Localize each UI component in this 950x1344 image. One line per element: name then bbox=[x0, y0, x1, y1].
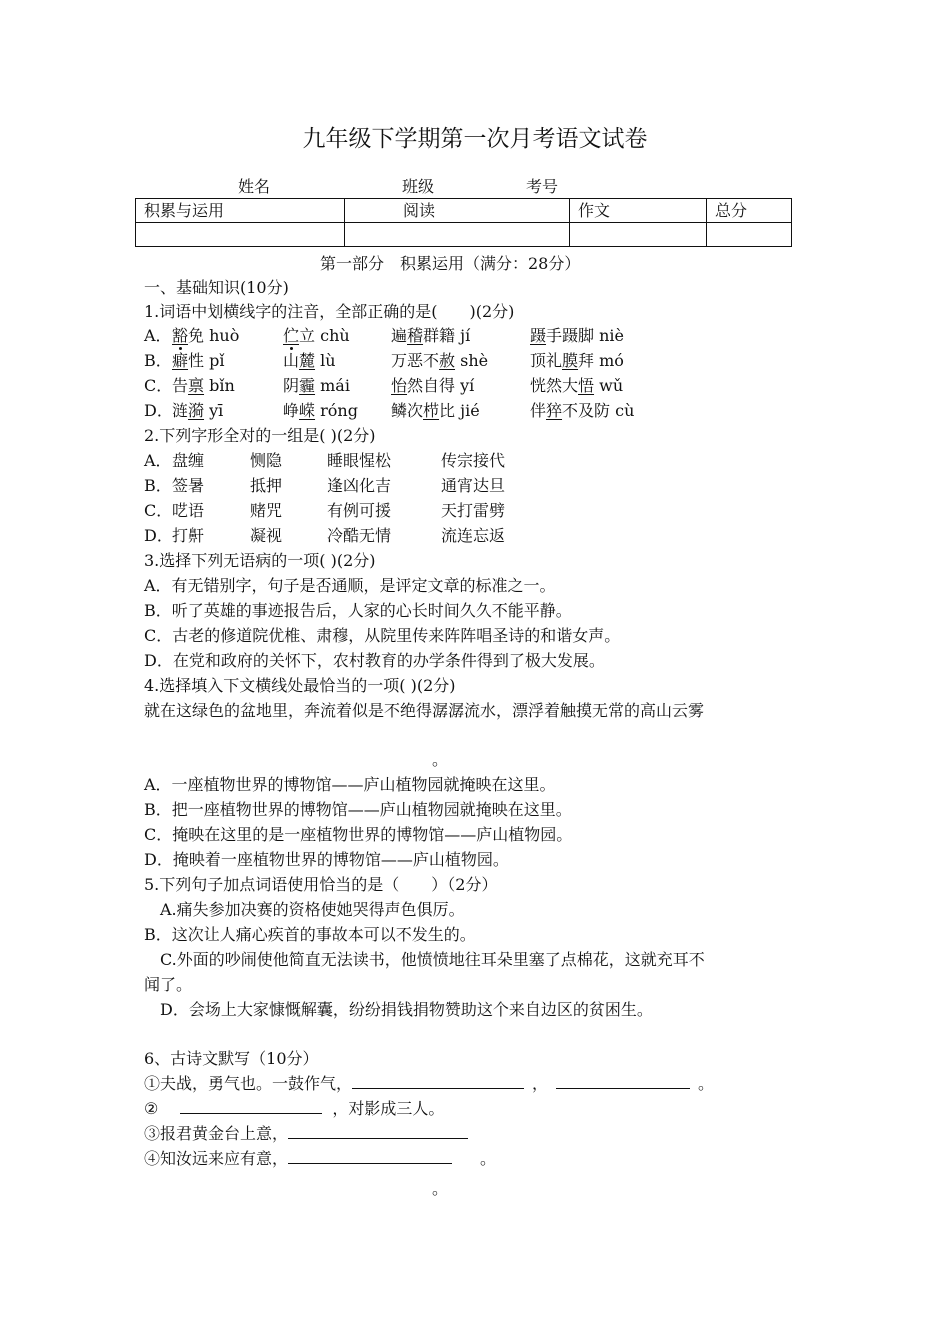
word-suffix-pinyin: yī bbox=[204, 401, 224, 420]
question-2-word: 传宗接代 bbox=[441, 451, 506, 470]
name-label: 姓名 bbox=[238, 177, 271, 196]
underlined-character: 禀 bbox=[188, 376, 205, 395]
question-2-option-label: B． bbox=[144, 476, 172, 495]
word-suffix-pinyin: shè bbox=[455, 351, 489, 370]
question-1-word bbox=[391, 400, 480, 422]
word-prefix: 顶礼 bbox=[530, 351, 563, 370]
question-1-word bbox=[283, 400, 358, 422]
question-2-word: 逢凶化吉 bbox=[327, 476, 392, 495]
question-1-word bbox=[283, 375, 350, 397]
word-prefix: 万恶不 bbox=[391, 351, 440, 370]
question-2-word: 签暑 bbox=[172, 476, 205, 495]
word-prefix: 鳞次 bbox=[391, 401, 424, 420]
question-1-word bbox=[172, 350, 224, 372]
question-2-word: 抵押 bbox=[250, 476, 283, 495]
question-2-word: 通宵达旦 bbox=[441, 476, 506, 495]
word-suffix-pinyin: 免 huò bbox=[188, 326, 240, 345]
answer-blank[interactable] bbox=[288, 1123, 468, 1139]
question-3-option: D．在党和政府的关怀下，农村教育的办学条件得到了极大发展。 bbox=[144, 651, 605, 670]
question-1-word bbox=[172, 375, 235, 397]
score-header-cell: 作文 bbox=[570, 199, 707, 223]
question-2-word: 恻隐 bbox=[250, 451, 283, 470]
question-1-stem: 1.词语中划横线字的注音，全部正确的是( )(2分) bbox=[144, 302, 515, 321]
question-2-word: 打鼾 bbox=[172, 526, 205, 545]
question-2-word: 睡眼惺松 bbox=[327, 451, 392, 470]
question-2-word: 凝视 bbox=[250, 526, 283, 545]
score-value-cell[interactable] bbox=[570, 223, 707, 247]
question-4-option: A．一座植物世界的博物馆——庐山植物园就掩映在这里。 bbox=[144, 775, 556, 794]
word-suffix-pinyin: lù bbox=[315, 351, 336, 370]
word-prefix: 恍然大 bbox=[530, 376, 579, 395]
question-2-word: 流连忘返 bbox=[441, 526, 506, 545]
underlined-character: 漪 bbox=[188, 401, 205, 420]
answer-blank[interactable] bbox=[288, 1148, 452, 1164]
question-5-option-c-continued: 闻了。 bbox=[144, 975, 193, 994]
question-4-option: B．把一座植物世界的博物馆——庐山植物园就掩映在这里。 bbox=[144, 800, 572, 819]
question-2-option-label: C． bbox=[144, 501, 173, 520]
word-prefix: 山 bbox=[283, 351, 300, 370]
question-2-word: 呓语 bbox=[172, 501, 205, 520]
answer-blank[interactable] bbox=[352, 1073, 524, 1089]
score-value-cell[interactable] bbox=[345, 223, 570, 247]
underlined-character: 悟 bbox=[578, 376, 595, 395]
word-suffix-pinyin: 手蹑脚 niè bbox=[546, 326, 624, 345]
poem-line-3 bbox=[144, 1123, 468, 1145]
question-1-word bbox=[172, 400, 223, 422]
question-3-option: A．有无错别字，句子是否通顺，是评定文章的标准之一。 bbox=[144, 576, 556, 595]
question-3-option: B．听了英雄的事迹报告后，人家的心长时间久久不能平静。 bbox=[144, 601, 572, 620]
question-2-word: 冷酷无情 bbox=[327, 526, 392, 545]
poem-line-2-number: ② bbox=[144, 1099, 159, 1118]
score-table-value-row bbox=[136, 223, 792, 247]
word-prefix: 遍 bbox=[391, 326, 408, 345]
answer-blank[interactable] bbox=[556, 1073, 690, 1089]
poem-line-3-text: ③报君黄金台上意， bbox=[144, 1124, 289, 1143]
question-4-stem: 4.选择填入下文横线处最恰当的一项( )(2分) bbox=[144, 676, 456, 695]
question-4-option: C．掩映在这里的是一座植物世界的博物馆——庐山植物园。 bbox=[144, 825, 573, 844]
poem-line-2-text: ，对影成三人。 bbox=[332, 1099, 445, 1118]
class-label: 班级 bbox=[402, 177, 435, 196]
question-1-word bbox=[530, 400, 634, 422]
poem-period: 。 bbox=[480, 1149, 497, 1168]
page-title: 九年级下学期第一次月考语文试卷 bbox=[302, 126, 648, 152]
word-prefix: 涟 bbox=[172, 401, 189, 420]
poem-line-1-text: ①夫战，勇气也。一鼓作气， bbox=[144, 1074, 353, 1093]
question-1-option-label: D． bbox=[144, 401, 173, 420]
question-5-option-c: C.外面的吵闹使他简直无法读书，他愤愤地往耳朵里塞了点棉花，这就充耳不 bbox=[160, 950, 705, 969]
question-5-option-b: B．这次让人痛心疾首的事故本可以不发生的。 bbox=[144, 925, 476, 944]
question-2-word: 有例可援 bbox=[327, 501, 392, 520]
question-1-word bbox=[283, 350, 336, 372]
underlined-character: 栉 bbox=[423, 401, 440, 420]
question-5-option-a: A.痛失参加决赛的资格使她哭得声色俱厉。 bbox=[160, 900, 465, 919]
poem-line-5-period: 。 bbox=[432, 1179, 449, 1198]
question-5-stem: 5.下列句子加点词语使用恰当的是（ ）（2分） bbox=[144, 875, 498, 894]
word-suffix-pinyin: róng bbox=[315, 401, 358, 420]
underlined-character: 怡 bbox=[391, 376, 408, 395]
question-4-option: D．掩映着一座植物世界的博物馆——庐山植物园。 bbox=[144, 850, 509, 869]
score-table bbox=[135, 198, 792, 247]
answer-blank[interactable] bbox=[180, 1098, 322, 1114]
word-prefix: 告 bbox=[172, 376, 189, 395]
underlined-character: 霾 bbox=[299, 376, 316, 395]
question-1-word bbox=[530, 350, 624, 372]
word-suffix-pinyin: 不及防 cù bbox=[562, 401, 635, 420]
underlined-character: 猝 bbox=[546, 401, 563, 420]
word-suffix-pinyin: 群籍 jí bbox=[423, 326, 471, 345]
question-1-option-label: C． bbox=[144, 376, 173, 395]
underlined-character: 豁 bbox=[172, 326, 189, 345]
word-suffix-pinyin: 然自得 yí bbox=[407, 376, 475, 395]
question-3-option: C．古老的修道院优椎、肃穆，从院里传来阵阵唱圣诗的和谐女声。 bbox=[144, 626, 621, 645]
underlined-character: 蹑 bbox=[530, 326, 547, 345]
underlined-character: 伫 bbox=[283, 326, 300, 345]
poem-line-1 bbox=[144, 1073, 714, 1095]
word-suffix-pinyin: 比 jié bbox=[439, 401, 480, 420]
question-1-option-label: A． bbox=[144, 326, 172, 345]
word-prefix: 伴 bbox=[530, 401, 547, 420]
question-6-stem: 6、古诗文默写（10分） bbox=[144, 1049, 319, 1068]
question-1-word bbox=[391, 325, 470, 347]
exam-number-label: 考号 bbox=[526, 177, 559, 196]
question-2-option-label: A． bbox=[144, 451, 172, 470]
poem-line-2 bbox=[144, 1098, 444, 1120]
question-3-stem: 3.选择下列无语病的一项( )(2分) bbox=[144, 551, 376, 570]
score-header-cell: 阅读 bbox=[345, 199, 570, 223]
question-1-word bbox=[283, 325, 350, 347]
word-suffix-pinyin: mái bbox=[315, 376, 350, 395]
score-value-cell[interactable] bbox=[136, 223, 345, 247]
question-1-word bbox=[391, 375, 474, 397]
word-suffix-pinyin: 拜 mó bbox=[578, 351, 624, 370]
word-prefix: 阴 bbox=[283, 376, 300, 395]
question-1-option-label: B． bbox=[144, 351, 172, 370]
word-suffix-pinyin: 立 chù bbox=[299, 326, 350, 345]
poem-comma: ， bbox=[532, 1074, 549, 1093]
question-2-stem: 2.下列字形全对的一组是( )(2分) bbox=[144, 426, 376, 445]
section-heading: 一、基础知识(10分) bbox=[144, 278, 289, 297]
word-prefix: 峥 bbox=[283, 401, 300, 420]
question-1-word bbox=[391, 350, 488, 372]
score-table-header-row bbox=[136, 199, 792, 223]
question-2-word: 盘缠 bbox=[172, 451, 205, 470]
question-5-option-d: D．会场上大家慷慨解囊，纷纷捐钱捐物赞助这个来自边区的贫困生。 bbox=[160, 1000, 653, 1019]
underlined-character: 麓 bbox=[299, 351, 316, 370]
question-4-period: 。 bbox=[432, 750, 449, 769]
score-value-cell[interactable] bbox=[707, 223, 792, 247]
question-1-word bbox=[530, 325, 624, 347]
poem-line-4 bbox=[144, 1148, 496, 1170]
question-2-word: 天打雷劈 bbox=[441, 501, 506, 520]
question-4-passage: 就在这绿色的盆地里，奔流着似是不绝得潺潺流水，漂浮着触摸无常的高山云雾 bbox=[144, 701, 705, 720]
word-suffix-pinyin: 性 pǐ bbox=[188, 351, 225, 370]
underlined-character: 嵘 bbox=[299, 401, 316, 420]
score-header-cell: 积累与运用 bbox=[136, 199, 345, 223]
question-2-word: 赌咒 bbox=[250, 501, 283, 520]
question-1-word bbox=[530, 375, 623, 397]
word-suffix-pinyin: wǔ bbox=[594, 376, 624, 395]
score-header-cell: 总分 bbox=[707, 199, 792, 223]
poem-line-4-text: ④知汝远来应有意， bbox=[144, 1149, 289, 1168]
word-suffix-pinyin: bǐn bbox=[204, 376, 235, 395]
underlined-character: 癖 bbox=[172, 351, 189, 370]
question-1-word bbox=[172, 325, 239, 347]
underlined-character: 赦 bbox=[439, 351, 456, 370]
underlined-character: 膜 bbox=[562, 351, 579, 370]
part-heading: 第一部分 积累运用（满分：28分） bbox=[320, 254, 581, 273]
poem-period: 。 bbox=[698, 1074, 715, 1093]
question-2-option-label: D． bbox=[144, 526, 173, 545]
underlined-character: 稽 bbox=[407, 326, 424, 345]
